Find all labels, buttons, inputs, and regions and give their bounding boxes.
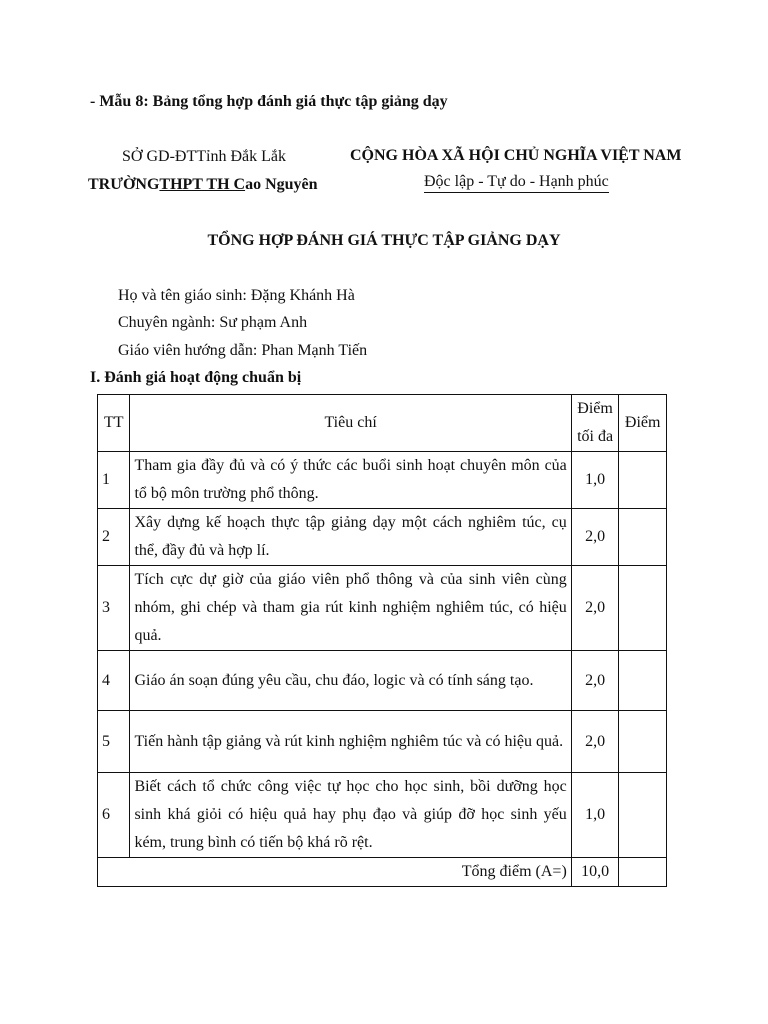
- total-row: [98, 858, 667, 887]
- row-tt: 1: [98, 452, 130, 509]
- row-tt: 3: [98, 566, 130, 651]
- row-max: 2,0: [571, 566, 619, 651]
- form-title: - Mẫu 8: Bảng tổng hợp đánh giá thực tập giảng dạy: [90, 93, 448, 110]
- total-label: Tổng điểm (A=): [98, 858, 572, 887]
- mentor: Giáo viên hướng dẫn: Phan Mạnh Tiến: [118, 342, 368, 359]
- row-max: 1,0: [571, 452, 619, 509]
- national-motto: Độc lập - Tự do - Hạnh phúc: [424, 173, 609, 193]
- row-tt: 6: [98, 773, 130, 858]
- total-score[interactable]: [619, 858, 667, 887]
- table-row: [98, 773, 667, 858]
- table-row: [98, 566, 667, 651]
- row-max: 2,0: [571, 509, 619, 566]
- school-name-end: ao Nguyên: [245, 176, 318, 193]
- row-criteria: Tích cực dự giờ của giáo viên phổ thông và của sinh viên cùng nhóm, ghi chép và tham gia rút kinh nghiệm nghiêm túc, có hiệu quả.: [130, 566, 571, 651]
- header-tt: TT: [98, 395, 130, 452]
- row-tt: 5: [98, 711, 130, 773]
- school-name: [88, 176, 318, 194]
- row-criteria: Tiến hành tập giảng và rút kinh nghiệm nghiêm túc và có hiệu quả.: [130, 711, 571, 773]
- header-criteria: Tiêu chí: [130, 395, 571, 452]
- national-title: CỘNG HÒA XÃ HỘI CHỦ NGHĨA VIỆT NAM: [350, 147, 682, 164]
- row-tt: 4: [98, 651, 130, 711]
- row-score[interactable]: [619, 452, 667, 509]
- row-criteria: Giáo án soạn đúng yêu cầu, chu đáo, logic và có tính sáng tạo.: [130, 651, 571, 711]
- evaluation-table: [97, 394, 667, 887]
- row-max: 2,0: [571, 711, 619, 773]
- table-row: [98, 651, 667, 711]
- department-name: SỞ GD-ĐTTỉnh Đắk Lắk: [122, 148, 286, 165]
- major: Chuyên ngành: Sư phạm Anh: [118, 314, 308, 331]
- student-name: Họ và tên giáo sinh: Đặng Khánh Hà: [118, 287, 355, 304]
- row-score[interactable]: [619, 773, 667, 858]
- row-criteria: Tham gia đầy đủ và có ý thức các buổi sinh hoạt chuyên môn của tổ bộ môn trường phổ thông.: [130, 452, 571, 509]
- school-name-underlined: THPT TH C: [159, 176, 246, 193]
- table-row: [98, 452, 667, 509]
- header-score: Điểm: [619, 395, 667, 452]
- row-criteria: Biết cách tổ chức công việc tự học cho học sinh, bồi dưỡng học sinh khá giỏi có hiệu quả hay phụ đạo và giúp đỡ học sinh yếu kém, trung bình có tiến bộ khá rõ rệt.: [130, 773, 571, 858]
- row-score[interactable]: [619, 651, 667, 711]
- school-name-part: TRƯỜNG: [88, 176, 160, 193]
- row-score[interactable]: [619, 509, 667, 566]
- total-value: 10,0: [571, 858, 619, 887]
- row-tt: 2: [98, 509, 130, 566]
- header-max-line2: tối đa: [577, 428, 614, 445]
- document-title: TỔNG HỢP ĐÁNH GIÁ THỰC TẬP GIẢNG DẠY: [207, 232, 561, 249]
- row-max: 1,0: [571, 773, 619, 858]
- row-max: 2,0: [571, 651, 619, 711]
- table-row: [98, 711, 667, 773]
- section-title: I. Đánh giá hoạt động chuẩn bị: [90, 369, 302, 386]
- row-criteria: Xây dựng kế hoạch thực tập giảng dạy một cách nghiêm túc, cụ thể, đầy đủ và hợp lí.: [130, 509, 571, 566]
- header-max-line1: Điểm: [577, 400, 613, 417]
- table-header-row: [98, 395, 667, 452]
- header-max-score: [571, 395, 619, 452]
- row-score[interactable]: [619, 566, 667, 651]
- table-row: [98, 509, 667, 566]
- row-score[interactable]: [619, 711, 667, 773]
